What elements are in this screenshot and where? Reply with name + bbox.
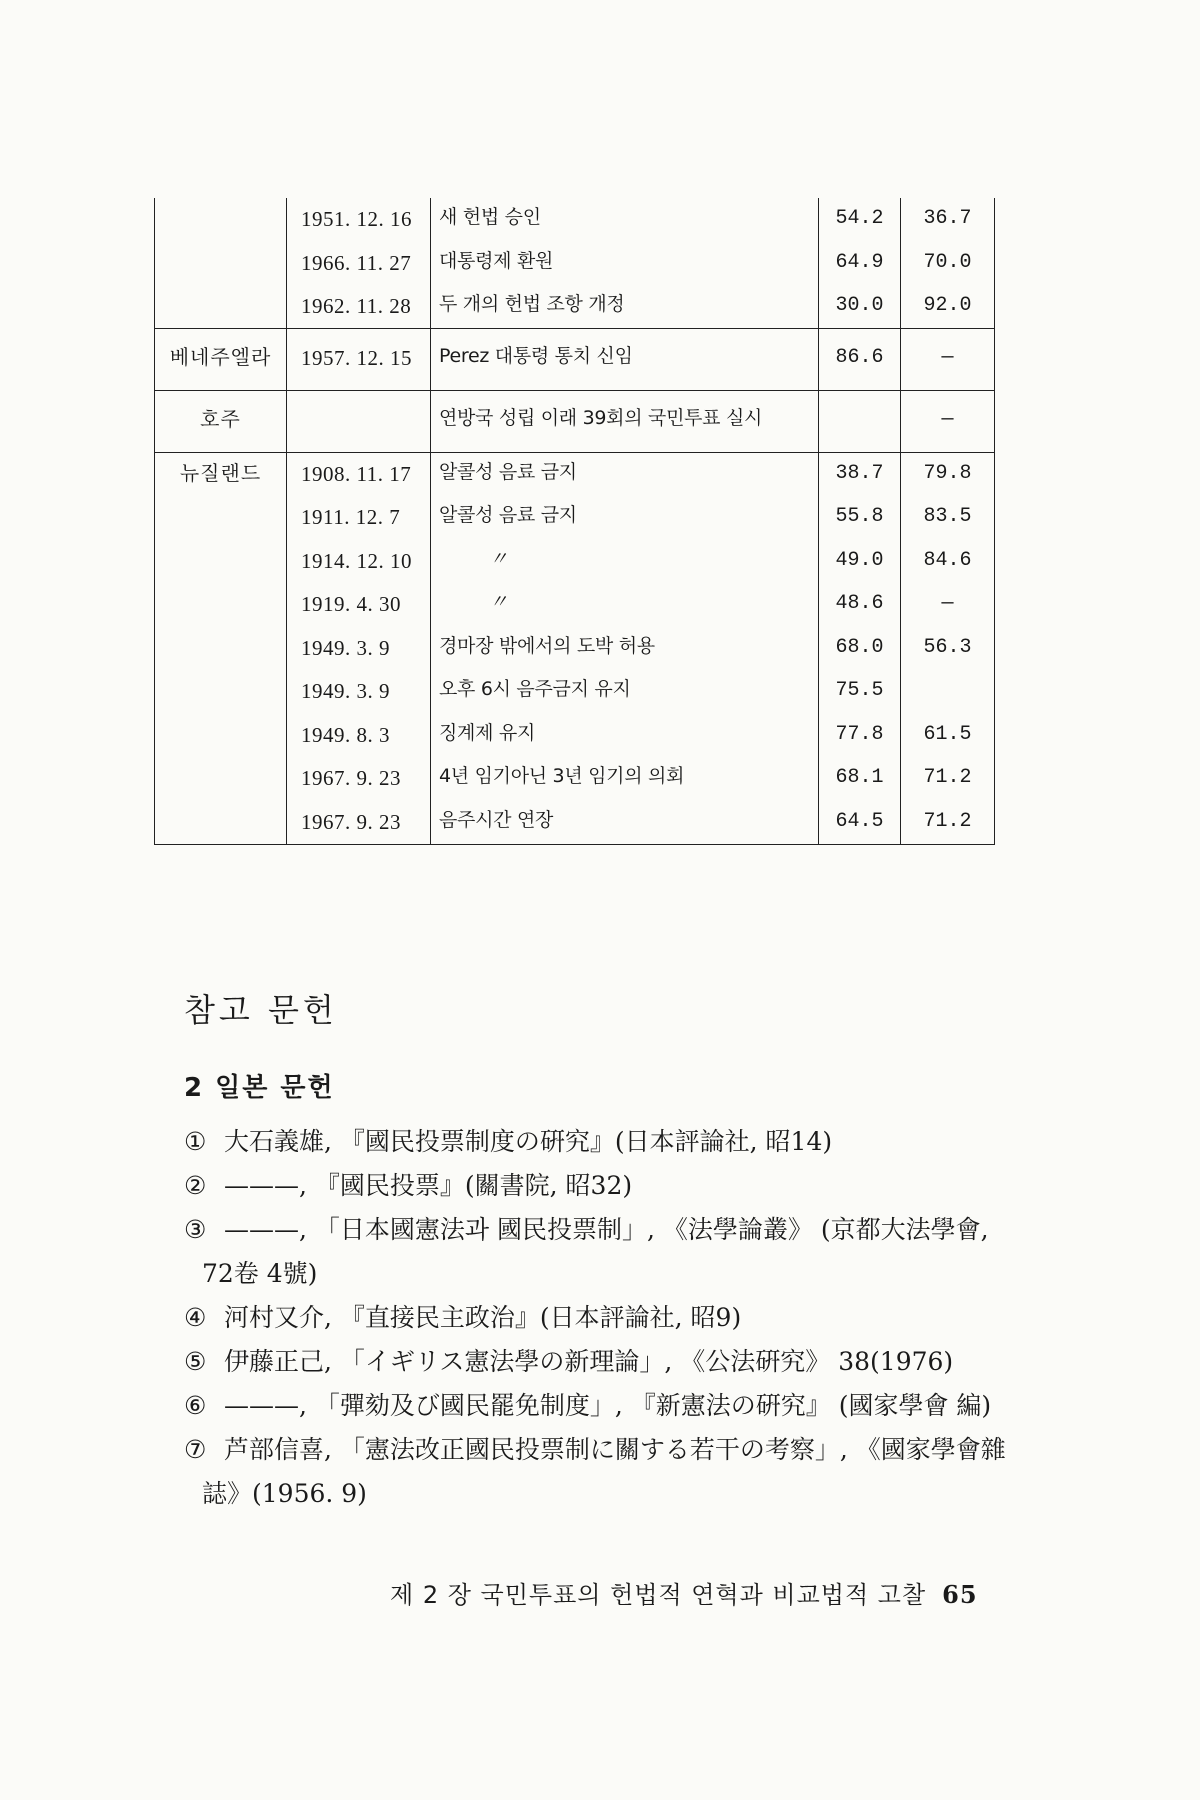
reference-number: ⑤ bbox=[184, 1347, 207, 1376]
turnout-cell: — bbox=[901, 391, 995, 453]
turnout-cell: — bbox=[901, 583, 995, 627]
date-cell: 1949. 3. 9 bbox=[287, 670, 431, 714]
turnout-cell: — bbox=[901, 329, 995, 391]
reference-item bbox=[184, 1384, 1024, 1428]
reference-text: ———, 『國民投票』(關書院, 昭32) bbox=[224, 1171, 633, 1200]
reference-continuation: 誌》(1956. 9) bbox=[202, 1479, 367, 1508]
date-cell: 1949. 8. 3 bbox=[287, 714, 431, 758]
subject-cell: 알콜성 음료 금지 bbox=[431, 496, 819, 540]
subject-cell: 음주시간 연장 bbox=[431, 801, 819, 845]
reference-item bbox=[184, 1164, 1024, 1208]
turnout-cell: 36.7 bbox=[901, 198, 995, 242]
turnout-cell: 56.3 bbox=[901, 627, 995, 671]
country-cell: 호주 bbox=[155, 391, 287, 453]
table-row bbox=[155, 329, 995, 391]
table-group bbox=[155, 453, 995, 845]
references-section bbox=[184, 985, 1024, 1516]
reference-number: ② bbox=[184, 1171, 207, 1200]
turnout-cell: 70.0 bbox=[901, 242, 995, 286]
date-cell: 1951. 12. 16 bbox=[287, 198, 431, 242]
country-cell bbox=[155, 198, 287, 329]
reference-item bbox=[184, 1428, 1024, 1516]
subject-cell: Perez 대통령 통치 신임 bbox=[431, 329, 819, 391]
yes-percent-cell: 68.1 bbox=[819, 757, 901, 801]
turnout-cell: 79.8 bbox=[901, 453, 995, 497]
date-cell: 1911. 12. 7 bbox=[287, 496, 431, 540]
date-cell: 1908. 11. 17 bbox=[287, 453, 431, 497]
turnout-cell: 92.0 bbox=[901, 285, 995, 329]
yes-percent-cell: 30.0 bbox=[819, 285, 901, 329]
chapter-title: 제 2 장 국민투표의 헌법적 연혁과 비교법적 고찰 bbox=[390, 1581, 927, 1609]
subject-cell: 징계제 유지 bbox=[431, 714, 819, 758]
table-row bbox=[155, 391, 995, 453]
turnout-cell: 71.2 bbox=[901, 801, 995, 845]
subject-cell: 경마장 밖에서의 도박 허용 bbox=[431, 627, 819, 671]
yes-percent-cell: 75.5 bbox=[819, 670, 901, 714]
references-subheading: 2 일본 문헌 bbox=[184, 1073, 335, 1103]
reference-text: 河村又介, 『直接民主政治』(日本評論社, 昭9) bbox=[224, 1303, 742, 1332]
yes-percent-cell: 55.8 bbox=[819, 496, 901, 540]
yes-percent-cell: 77.8 bbox=[819, 714, 901, 758]
yes-percent-cell: 68.0 bbox=[819, 627, 901, 671]
date-cell: 1914. 12. 10 bbox=[287, 540, 431, 584]
table-row bbox=[155, 453, 995, 497]
references-heading: 참고 문헌 bbox=[184, 991, 338, 1029]
turnout-cell: 83.5 bbox=[901, 496, 995, 540]
table-group bbox=[155, 391, 995, 453]
subject-cell: 〃 bbox=[431, 583, 819, 627]
date-cell: 1949. 3. 9 bbox=[287, 627, 431, 671]
subject-cell: 알콜성 음료 금지 bbox=[431, 453, 819, 497]
reference-item bbox=[184, 1340, 1024, 1384]
page-footer bbox=[390, 1575, 990, 1610]
reference-item bbox=[184, 1296, 1024, 1340]
yes-percent-cell: 48.6 bbox=[819, 583, 901, 627]
reference-number: ① bbox=[184, 1127, 207, 1156]
reference-number: ④ bbox=[184, 1303, 207, 1332]
date-cell: 1962. 11. 28 bbox=[287, 285, 431, 329]
table-group bbox=[155, 198, 995, 329]
subject-cell: 연방국 성립 이래 39회의 국민투표 실시 bbox=[431, 391, 819, 453]
turnout-cell: 84.6 bbox=[901, 540, 995, 584]
referendum-table bbox=[154, 198, 995, 845]
turnout-cell: 61.5 bbox=[901, 714, 995, 758]
yes-percent-cell: 38.7 bbox=[819, 453, 901, 497]
yes-percent-cell: 54.2 bbox=[819, 198, 901, 242]
reference-continuation: 72卷 4號) bbox=[202, 1259, 318, 1288]
date-cell: 1919. 4. 30 bbox=[287, 583, 431, 627]
table-group bbox=[155, 329, 995, 391]
reference-number: ③ bbox=[184, 1215, 207, 1244]
date-cell: 1967. 9. 23 bbox=[287, 801, 431, 845]
reference-number: ⑦ bbox=[184, 1435, 207, 1464]
yes-percent-cell: 64.5 bbox=[819, 801, 901, 845]
reference-text: 大石義雄, 『國民投票制度の硏究』(日本評論社, 昭14) bbox=[224, 1127, 833, 1156]
yes-percent-cell bbox=[819, 391, 901, 453]
reference-text: ———, 「日本國憲法과 國民投票制」, 《法學論叢》 (京都大法學會, bbox=[224, 1215, 989, 1244]
date-cell: 1966. 11. 27 bbox=[287, 242, 431, 286]
subject-cell: 새 헌법 승인 bbox=[431, 198, 819, 242]
yes-percent-cell: 49.0 bbox=[819, 540, 901, 584]
reference-number: ⑥ bbox=[184, 1391, 207, 1420]
reference-text: 芦部信喜, 「憲法改正國民投票制に關する若干の考察」, 《國家學會雜 bbox=[224, 1435, 1006, 1464]
page-number: 65 bbox=[942, 1580, 978, 1609]
yes-percent-cell: 64.9 bbox=[819, 242, 901, 286]
reference-item bbox=[184, 1208, 1024, 1296]
subject-cell: 〃 bbox=[431, 540, 819, 584]
subject-cell: 두 개의 헌법 조항 개정 bbox=[431, 285, 819, 329]
date-cell: 1957. 12. 15 bbox=[287, 329, 431, 391]
reference-text: ———, 「彈劾及び國民罷免制度」, 『新憲法の硏究』 (國家學會 編) bbox=[224, 1391, 992, 1420]
subject-cell: 4년 임기아닌 3년 임기의 의회 bbox=[431, 757, 819, 801]
country-cell: 뉴질랜드 bbox=[155, 453, 287, 845]
referendum-table-container bbox=[154, 198, 994, 845]
subject-cell: 대통령제 환원 bbox=[431, 242, 819, 286]
reference-item bbox=[184, 1120, 1024, 1164]
country-cell: 베네주엘라 bbox=[155, 329, 287, 391]
date-cell: 1967. 9. 23 bbox=[287, 757, 431, 801]
yes-percent-cell: 86.6 bbox=[819, 329, 901, 391]
subject-cell: 오후 6시 음주금지 유지 bbox=[431, 670, 819, 714]
date-cell bbox=[287, 391, 431, 453]
turnout-cell: 71.2 bbox=[901, 757, 995, 801]
reference-text: 伊藤正己, 「イギリス憲法學の新理論」, 《公法硏究》 38(1976) bbox=[224, 1347, 954, 1376]
table-row bbox=[155, 198, 995, 242]
turnout-cell bbox=[901, 670, 995, 714]
